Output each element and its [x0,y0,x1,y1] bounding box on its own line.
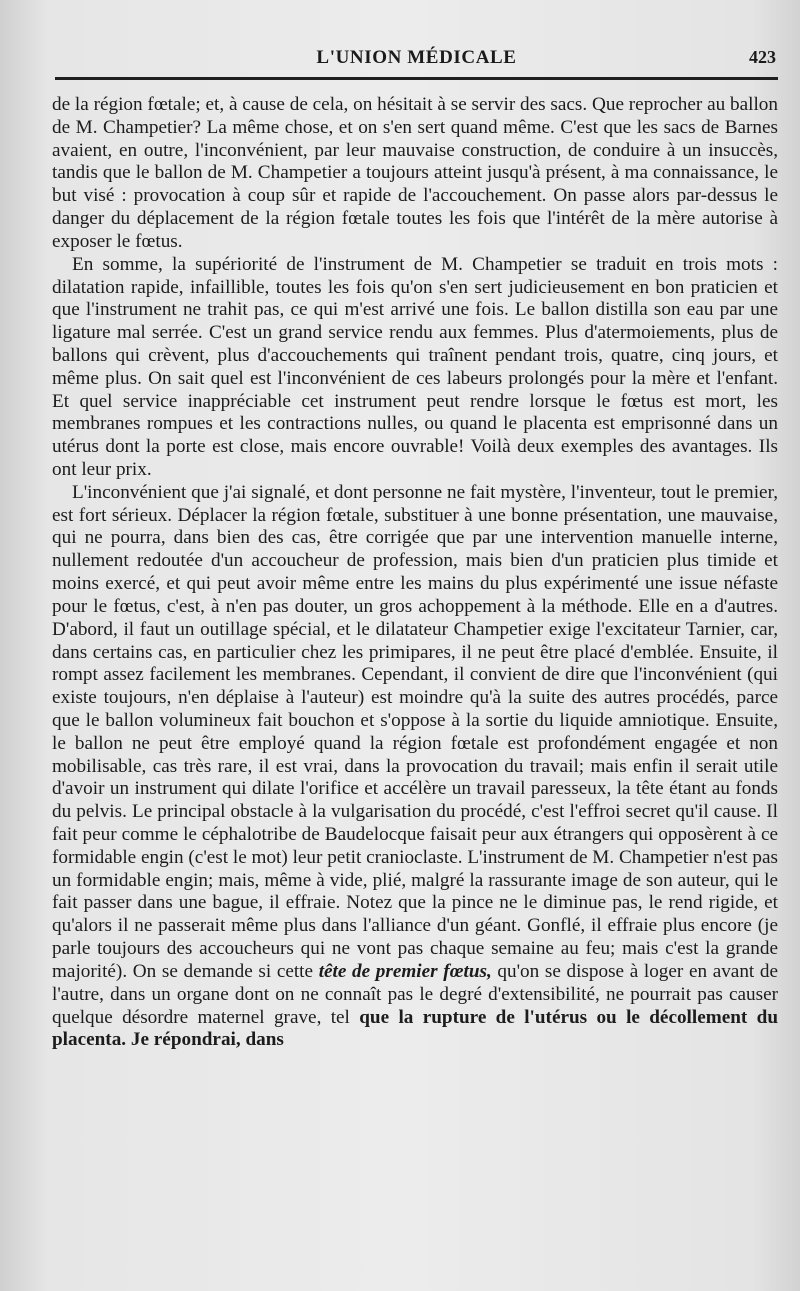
header-rule [55,77,778,80]
page-header [55,44,778,80]
paragraph-3-continued: qu'on se dispose à loger en avant de l'autre, dans un organe dont on ne connaît pas le degré d'extensibilité, ne pourrait pas causer quelque désordre maternel grave, tel [52,960,779,1028]
italic-phrase: tête de premier fœtus, [318,960,492,982]
paragraph-2: En somme, la supériorité de l'instrument de M. Champetier se traduit en trois mots : dilatation rapide, infaillible, toutes les fois qu'on s'en sert judicieusement en bon praticien et que l'instrument ne trahit pas, ce qui m'est arrivé une fois. Le ballon distilla son eau par une ligature mal serrée. C'est un grand service rendu aux femmes. Plus d'atermoiements, plus de ballons qui crèvent, plus d'accouchements qui traînent pendant trois, quatre, cinq jours, et même plus. On sait quel est l'inconvénient de ces labeurs prolongés pour la mère et l'enfant. Et quel service inappréciable cet instrument peut rendre lorsque le fœtus est mort, les membranes rompues et les contractions nulles, ou quand le placenta est emprisonné dans un utérus dont la porte est close, mais encore ouvrable! Voilà deux exemples des avantages. Ils ont leur prix. [52,253,778,480]
paragraph-3-text: L'inconvénient que j'ai signalé, et dont personne ne fait mystère, l'inventeur, tout le premier, est fort sérieux. Déplacer la région fœtale, substituer à une bonne présentation, une mauvaise, qui ne pourra, dans bien des cas, être corrigée que par une intervention manuelle interne, nullement redoutée d'un accoucheur de profession, mais bien d'un praticien plus timide et moins exercé, et qui peut avoir même entre les mains du plus expérimenté une issue néfaste pour le fœtus, c'est, à n'en pas douter, un gros achoppement à la méthode. Elle en a d'autres. D'abord, il faut un outillage spécial, et le dilatateur Champetier exige l'excitateur Tarnier, car, dans certains cas, en particulier chez les primipares, il ne peut être placé d'emblée. Ensuite, il rompt assez facilement les membranes. Cependant, il convient de dire que l'inconvénient (qui existe toujours, n'en déplaise à l'auteur) est moindre qu'à la suite des autres procédés, parce que le ballon volumineux fait bouchon et s'oppose à la sortie du liquide amniotique. Ensuite, le ballon ne peut être employé quand la région fœtale est profondément engagée et non mobilisable, cas très rare, il est vrai, dans la provocation du travail; mais enfin il serait utile d'avoir un instrument qui dilate l'orifice et accélère un travail paresseux, la tête étant au fonds du pelvis. Le principal obstacle à la vulgarisation du procédé, c'est l'effroi secret qu'il cause. Il fait peur comme le céphalotribe de Baudelocque faisait peur aux étrangers qui opposèrent à ce formidable engin (c'est le mot) leur petit cranioclaste. L'instrument de M. Champetier n'est pas un formidable engin; mais, même à vide, plié, malgré la rassurante image de son auteur, qui le fait passer dans une bague, il effraie. Notez que la pince ne le diminue pas, le rend rigide, et qu'alors il ne passerait même plus dans l'alliance d'un géant. Gonflé, il effraie plus encore (je parle toujours des accoucheurs qui ne vont pas chaque semaine au feu; mais c'est la grande majorité). On se demande si cette [52,481,778,982]
body-text [52,94,778,1052]
page-number: 423 [749,47,776,67]
paragraph-1: de la région fœtale; et, à cause de cela, on hésitait à se servir des sacs. Que reprocher au ballon de M. Champetier? La même chose, et on s'en sert quand même. C'est que les sacs de Barnes avaient, en outre, l'inconvénient, par leur mauvaise construction, de conduire à un insuccès, tandis que le ballon de M. Champetier a toujours atteint jusqu'à présent, à ma connaissance, le but visé : provocation à coup sûr et rapide de l'accouchement. On passe alors par-dessus le danger du déplacement de la région fœtale toutes les fois que l'intérêt de la mère autorise à exposer le fœtus. [52,94,778,252]
running-title: L'UNION MÉDICALE [316,47,517,68]
paragraph-3 [52,482,778,1052]
paragraph-3-bold-line: que la rupture de l'utérus ou le décollement du placenta. Je répondrai, dans [52,1006,778,1051]
